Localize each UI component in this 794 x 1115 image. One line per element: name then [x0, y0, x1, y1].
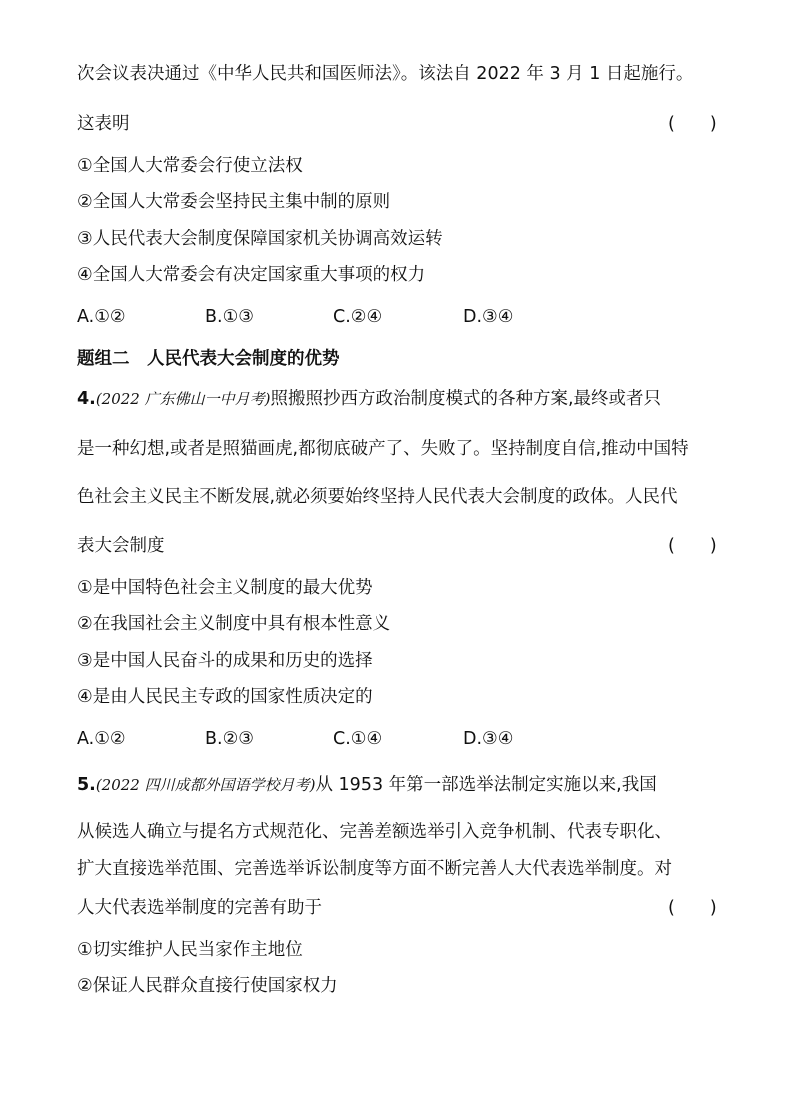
- q4-item-2: ②在我国社会主义制度中具有根本性意义: [77, 614, 391, 634]
- q3-item-2: ②全国人大常委会坚持民主集中制的原则: [77, 192, 391, 212]
- q5-stem-text: 从 1953 年第一部选举法制定实施以来,我国: [315, 775, 657, 795]
- q4-answer-paren: ( ): [668, 536, 717, 556]
- q3-stem-line-2: 这表明: [77, 114, 130, 134]
- q4-stem-line-2: 是一种幻想,或者是照猫画虎,都彻底破产了、失败了。坚持制度自信,推动中国特: [77, 439, 689, 459]
- q3-option-a: A.①②: [77, 307, 126, 327]
- q5-answer-paren: ( ): [668, 898, 717, 918]
- q3-item-4: ④全国人大常委会有决定国家重大事项的权力: [77, 265, 426, 285]
- q3-item-3: ③人民代表大会制度保障国家机关协调高效运转: [77, 229, 443, 249]
- q5-number: 5.: [77, 775, 96, 795]
- section-title: 题组二 人民代表大会制度的优势: [77, 349, 340, 369]
- q3-stem-line-1: 次会议表决通过《中华人民共和国医师法》。该法自 2022 年 3 月 1 日起施行。: [77, 64, 694, 84]
- q5-stem-line-1: [77, 772, 657, 798]
- q4-option-b: B.②③: [205, 729, 254, 749]
- q4-source: (2022 广东佛山一中月考): [95, 390, 271, 408]
- q3-option-c: C.②④: [333, 307, 383, 327]
- q4-stem-line-4: 表大会制度: [77, 536, 165, 556]
- q5-item-2: ②保证人民群众直接行使国家权力: [77, 976, 338, 996]
- q3-answer-paren: ( ): [668, 114, 717, 134]
- q4-number: 4.: [77, 389, 96, 409]
- q4-stem-line-1: [77, 386, 661, 412]
- q4-option-a: A.①②: [77, 729, 126, 749]
- q4-item-3: ③是中国人民奋斗的成果和历史的选择: [77, 651, 373, 671]
- q4-item-1: ①是中国特色社会主义制度的最大优势: [77, 578, 373, 598]
- q4-stem-text: 照搬照抄西方政治制度模式的各种方案,最终或者只: [270, 389, 662, 409]
- q3-item-1: ①全国人大常委会行使立法权: [77, 156, 303, 176]
- q4-option-d: D.③④: [463, 729, 514, 749]
- q4-item-4: ④是由人民民主专政的国家性质决定的: [77, 687, 373, 707]
- q4-option-c: C.①④: [333, 729, 383, 749]
- q5-stem-line-4: 人大代表选举制度的完善有助于: [77, 898, 322, 918]
- q4-stem-line-3: 色社会主义民主不断发展,就必须要始终坚持人民代表大会制度的政体。人民代: [77, 487, 678, 507]
- q3-option-d: D.③④: [463, 307, 514, 327]
- q5-stem-line-3: 扩大直接选举范围、完善选举诉讼制度等方面不断完善人大代表选举制度。对: [77, 859, 672, 879]
- q5-source: (2022 四川成都外国语学校月考): [95, 776, 316, 794]
- q3-option-b: B.①③: [205, 307, 254, 327]
- q5-stem-line-2: 从候选人确立与提名方式规范化、完善差额选举引入竞争机制、代表专职化、: [77, 822, 672, 842]
- q5-item-1: ①切实维护人民当家作主地位: [77, 940, 303, 960]
